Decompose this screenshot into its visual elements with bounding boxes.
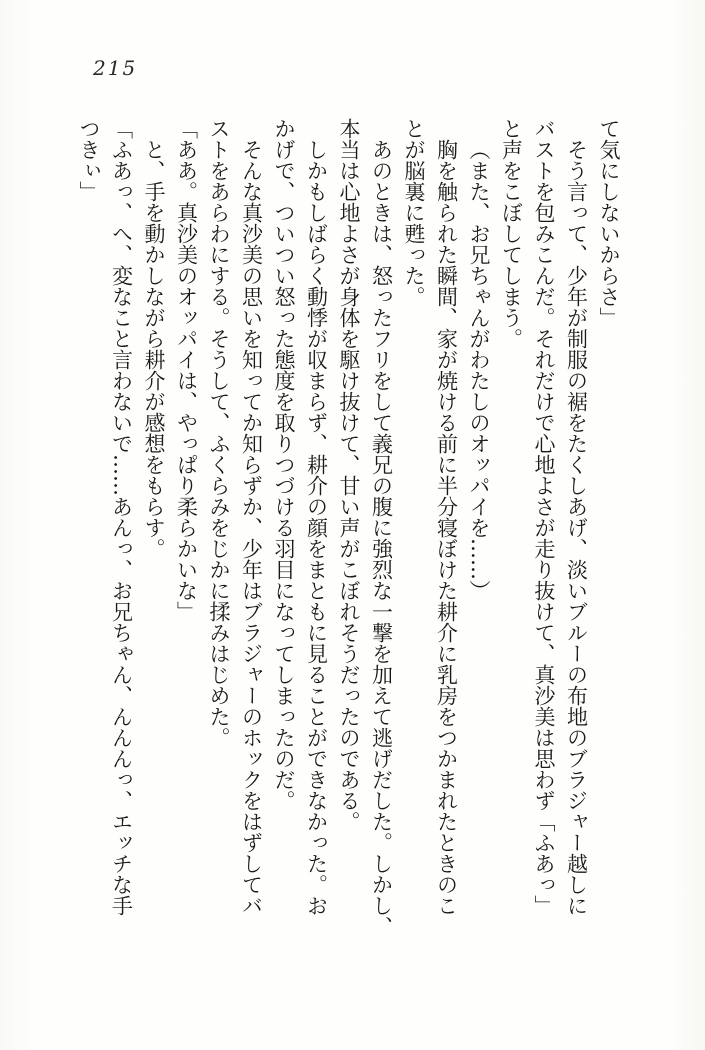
text-line: バストを包みこんだ。それだけで心地よさが走り抜けて、真沙美は思わず「ふあっ」 bbox=[532, 118, 556, 916]
text-line: と声をこぼしてしまう。 bbox=[499, 118, 524, 349]
body-text bbox=[73, 118, 626, 950]
text-line: そう言って、少年が制服の裾をたくしあげ、淡いブルーの布地のブラジャー越しに bbox=[564, 139, 589, 916]
text-line: 「ああ。真沙美のオッパイは、やっぱり柔らかいな」 bbox=[174, 118, 199, 622]
text-line: つきぃ」 bbox=[77, 118, 101, 202]
text-line: あのときは、怒ったフリをして義兄の腹に強烈な一撃を加えて逃げだした。しかし、 bbox=[369, 139, 394, 937]
text-line: 「ふあっ、へ、変なこと言わないで……あんっ、お兄ちゃん、んんんっ、エッチな手 bbox=[109, 118, 134, 916]
page-number: 215 bbox=[93, 56, 138, 80]
text-line: 本当は心地よさが身体を駆け抜けて、甘い声がこぼれそうだったのである。 bbox=[337, 118, 361, 832]
text-line: ストをあらわにする。そうして、ふくらみをじかに揉みはじめた。 bbox=[207, 118, 231, 748]
text-line: 胸を触られた瞬間、家が焼ける前に半分寝ぼけた耕介に乳房をつかまれたときのこ bbox=[434, 139, 459, 916]
text-line: と、手を動かしながら耕介が感想をもらす。 bbox=[142, 139, 166, 559]
text-line: そんな真沙美の思いを知ってか知らずか、少年はブラジャーのホックをはずしてバ bbox=[239, 139, 264, 916]
text-line: （また、お兄ちゃんがわたしのオッパイを……） bbox=[467, 139, 491, 601]
text-line: とが脳裏に甦った。 bbox=[402, 118, 426, 307]
text-line: て気にしないからさ」 bbox=[597, 118, 621, 328]
text-line: かげで、ついつい怒った態度を取りつづける羽目になってしまったのだ。 bbox=[272, 118, 296, 811]
text-line: しかもしばらく動悸が収まらず、耕介の顔をまともに見ることができなかった。お bbox=[304, 139, 329, 916]
